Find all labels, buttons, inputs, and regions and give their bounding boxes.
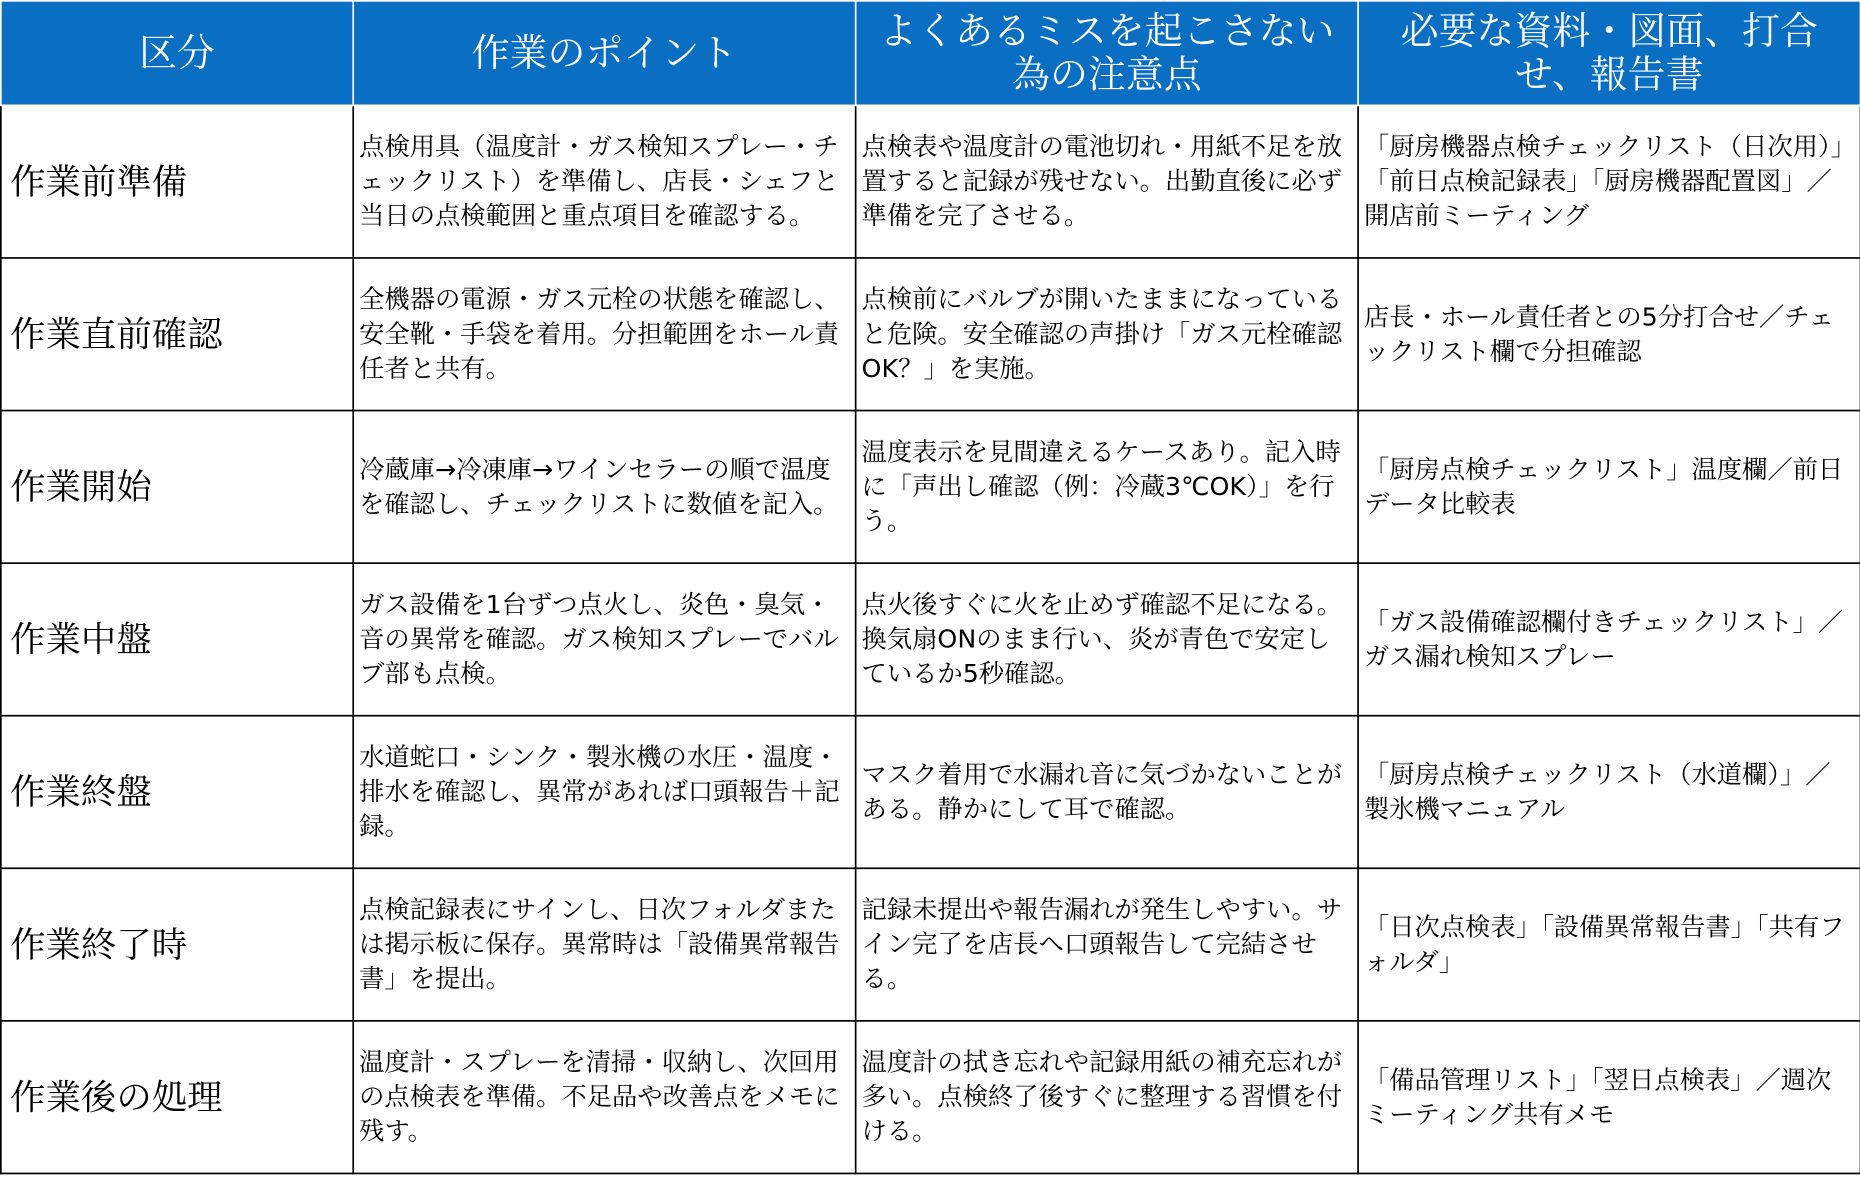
row-category: 作業開始 — [1, 411, 353, 564]
table-row — [1, 716, 1860, 869]
row-materials: 「日次点検表」「設備異常報告書」「共有フォルダ」 — [1358, 868, 1860, 1021]
row-materials: 「ガス設備確認欄付きチェックリスト」／ガス漏れ検知スプレー — [1358, 563, 1860, 716]
table-row — [1, 868, 1860, 1021]
header-row — [1, 1, 1860, 106]
row-points: 温度計・スプレーを清掃・収納し、次回用の点検表を準備。不足品や改善点をメモに残す。 — [353, 1021, 855, 1174]
row-category: 作業終了時 — [1, 868, 353, 1021]
row-materials: 店長・ホール責任者との5分打合せ／チェックリスト欄で分担確認 — [1358, 258, 1860, 411]
table-row — [1, 105, 1860, 258]
row-cautions: 温度計の拭き忘れや記録用紙の補充忘れが多い。点検終了後すぐに整理する習慣を付ける。 — [856, 1021, 1358, 1174]
header-materials: 必要な資料・図面、打合せ、報告書 — [1358, 1, 1860, 106]
row-cautions: 点検表や温度計の電池切れ・用紙不足を放置すると記録が残せない。出勤直後に必ず準備を完了させる。 — [856, 105, 1358, 258]
row-materials: 「厨房点検チェックリスト」温度欄／前日データ比較表 — [1358, 411, 1860, 564]
header-points: 作業のポイント — [353, 1, 855, 106]
row-materials: 「備品管理リスト」「翌日点検表」／週次ミーティング共有メモ — [1358, 1021, 1860, 1174]
row-category: 作業前準備 — [1, 105, 353, 258]
row-points: ガス設備を1台ずつ点火し、炎色・臭気・音の異常を確認。ガス検知スプレーでバルブ部も点検。 — [353, 563, 855, 716]
row-cautions: 点火後すぐに火を止めず確認不足になる。換気扇ONのまま行い、炎が青色で安定しているか5秒確認。 — [856, 563, 1358, 716]
table-row — [1, 1021, 1860, 1174]
row-points: 点検用具（温度計・ガス検知スプレー・チェックリスト）を準備し、店長・シェフと当日の点検範囲と重点項目を確認する。 — [353, 105, 855, 258]
row-points: 水道蛇口・シンク・製氷機の水圧・温度・排水を確認し、異常があれば口頭報告＋記録。 — [353, 716, 855, 869]
row-cautions: 点検前にバルブが開いたままになっていると危険。安全確認の声掛け「ガス元栓確認OK？」を実施。 — [856, 258, 1358, 411]
row-points: 点検記録表にサインし、日次フォルダまたは掲示板に保存。異常時は「設備異常報告書」を提出。 — [353, 868, 855, 1021]
header-cautions: よくあるミスを起こさない為の注意点 — [856, 1, 1358, 106]
header-category: 区分 — [1, 1, 353, 106]
table-row — [1, 258, 1860, 411]
row-category: 作業後の処理 — [1, 1021, 353, 1174]
row-materials: 「厨房機器点検チェックリスト（日次用）」「前日点検記録表」「厨房機器配置図」／開店前ミーティング — [1358, 105, 1860, 258]
row-cautions: 温度表示を見間違えるケースあり。記入時に「声出し確認（例：冷蔵3℃OK）」を行う。 — [856, 411, 1358, 564]
row-category: 作業中盤 — [1, 563, 353, 716]
row-cautions: マスク着用で水漏れ音に気づかないことがある。静かにして耳で確認。 — [856, 716, 1358, 869]
table-row — [1, 563, 1860, 716]
row-points: 冷蔵庫→冷凍庫→ワインセラーの順で温度を確認し、チェックリストに数値を記入。 — [353, 411, 855, 564]
row-category: 作業終盤 — [1, 716, 353, 869]
row-materials: 「厨房点検チェックリスト（水道欄）」／製氷機マニュアル — [1358, 716, 1860, 869]
row-points: 全機器の電源・ガス元栓の状態を確認し、安全靴・手袋を着用。分担範囲をホール責任者と共有。 — [353, 258, 855, 411]
row-cautions: 記録未提出や報告漏れが発生しやすい。サイン完了を店長へ口頭報告して完結させる。 — [856, 868, 1358, 1021]
table-row — [1, 411, 1860, 564]
row-category: 作業直前確認 — [1, 258, 353, 411]
